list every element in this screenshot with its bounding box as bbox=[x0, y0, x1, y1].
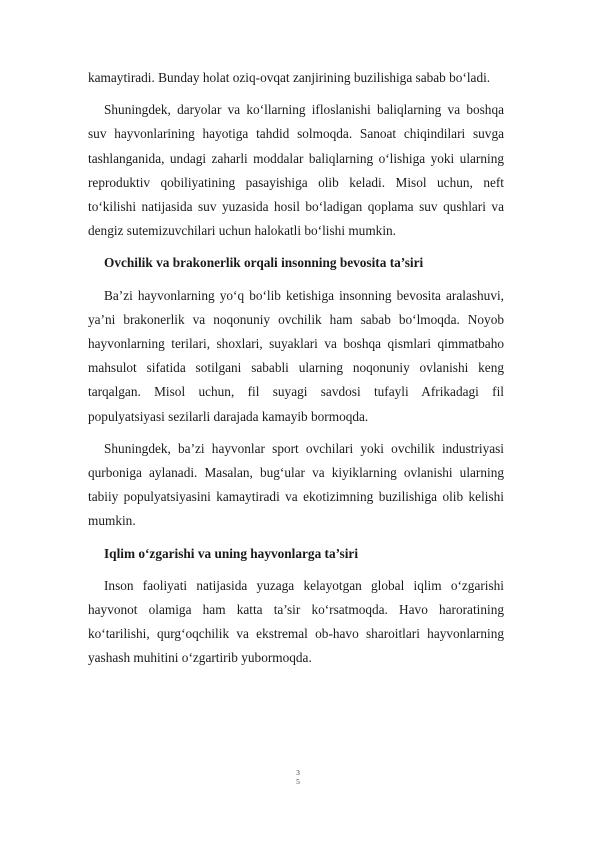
paragraph-water-pollution: Shuningdek, daryolar va ko‘llarning ifloslanishi baliqlarning va boshqa suv hayvonlarining hayotiga tahdid solmoqda. Sanoat chiqindilari suvga tashlanganida, undagi zaharli moddalar baliqlarning o‘lishiga yoki ularning reproduktiv qobiliyatining pasayishiga olib keladi. Misol uchun, neft to‘kilishi natijasida suv yuzasida hosil bo‘ladigan qoplama suv qushlari va dengiz sutemizuvchilari uchun halokatli bo‘lishi mumkin. bbox=[88, 102, 504, 239]
paragraph-sport-hunting: Shuningdek, ba’zi hayvonlar sport ovchilari yoki ovchilik industriyasi qurboniga aylanadi. Masalan, bug‘ular va kiyiklarning ovlanishi ularning tabiiy populyatsiyasini kamaytiradi va ekotizimning buzilishiga olib kelishi mumkin. bbox=[88, 440, 504, 529]
paragraph-continuation: kamaytiradi. Bunday holat oziq-ovqat zanjirining buzilishiga sabab bo‘ladi. bbox=[88, 70, 491, 85]
section-heading-hunting: Ovchilik va brakonerlik orqali insonning bevosita ta’siri bbox=[104, 255, 424, 271]
page-number bbox=[290, 768, 306, 786]
paragraph-poaching: Ba’zi hayvonlarning yo‘q bo‘lib ketishiga insonning bevosita aralashuvi, ya’ni brakonerlik va noqonuniy ovchilik ham sabab bo‘lmoqda. Noyob hayvonlarning terilari, shoxlari, suyaklari va boshqa qismlari qimmatbaho mahsulot sifatida sotilgani sababli ularning noqonuniy ovlanishi keng tarqalgan. Misol uchun, fil suyagi savdosi tufayli Afrikadagi fil populyatsiyasi sezilarli darajada kamayib bormoqda. bbox=[88, 287, 504, 424]
page-number-digit-2: 5 bbox=[296, 777, 300, 786]
document-body bbox=[88, 66, 504, 679]
section-heading-climate: Iqlim o‘zgarishi va uning hayvonlarga ta’siri bbox=[104, 545, 359, 561]
paragraph-climate-change: Inson faoliyati natijasida yuzaga kelayotgan global iqlim o‘zgarishi hayvonot olamiga ham katta ta’sir ko‘rsatmoqda. Havo haroratining ko‘tarilishi, qurg‘oqchilik va ekstremal ob-havo sharoitlari hayvonlarning yashash muhitini o‘zgartirib yubormoqda. bbox=[88, 577, 504, 666]
page-number-digit-1: 3 bbox=[296, 768, 300, 777]
